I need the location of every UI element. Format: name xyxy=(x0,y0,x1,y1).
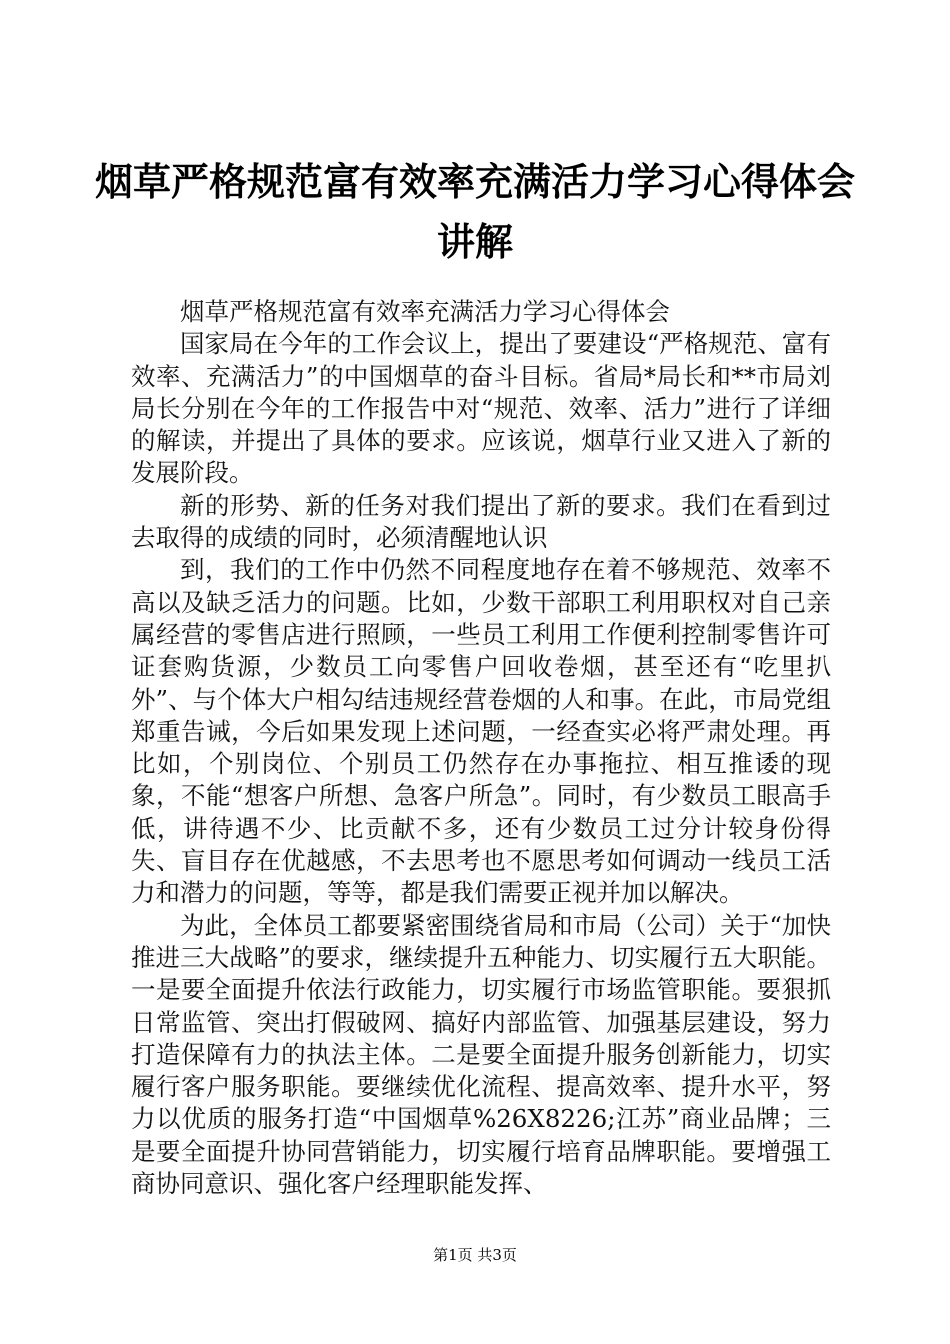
document-title-line-1: 烟草严格规范富有效率充满活力学习心得体会 xyxy=(94,159,855,204)
document-title-line-2: 讲解 xyxy=(436,219,513,264)
paragraph-subtitle: 烟草严格规范富有效率充满活力学习心得体会 xyxy=(180,297,670,326)
paragraph-new-situation: 新的形势、新的任务对我们提出了新的要求。我们在看到过去取得的成绩的同时，必须清醒地认识 xyxy=(131,490,831,553)
document-body xyxy=(131,296,831,1200)
paragraph-problems: 到，我们的工作中仍然不同程度地存在着不够规范、效率不高以及缺乏活力的问题。比如，少数干部职工利用职权对自己亲属经营的零售店进行照顾，一些员工利用工作便利控制零售许可证套购货源，少数员工向零售户回收卷烟，甚至还有“吃里扒外”、与个体大户相勾结违规经营卷烟的人和事。在此，市局党组郑重告诫，今后如果发现上述问题，一经查实必将严肃处理。再比如，个别岗位、个别员工仍然存在办事拖拉、相互推诿的现象，不能“想客户所想、急客户所急”。同时，有少数员工眼高手低，讲待遇不少、比贡献不多，还有少数员工过分计较身份得失、盲目存在优越感，不去思考也不愿思考如何调动一线员工活力和潜力的问题，等等，都是我们需要正视并加以解决。 xyxy=(131,555,831,908)
page-footer: 第1页 共3页 xyxy=(433,1246,517,1264)
paragraph-measures: 为此，全体员工都要紧密围绕省局和市局（公司）关于“加快推进三大战略”的要求，继续提升五种能力、切实履行五大职能。一是要全面提升依法行政能力，切实履行市场监管职能。要狠抓日常监管、突出打假破网、搞好内部监管、加强基层建设，努力打造保障有力的执法主体。二是要全面提升服务创新能力，切实履行客户服务职能。要继续优化流程、提高效率、提升水平，努力以优质的服务打造“中国烟草%26X8226;江苏”商业品牌；三是要全面提升协同营销能力，切实履行培育品牌职能。要增强工商协同意识、强化客户经理职能发挥、 xyxy=(131,910,831,1199)
paragraph-intro: 国家局在今年的工作会议上，提出了要建设“严格规范、富有效率、充满活力”的中国烟草的奋斗目标。省局*局长和**市局刘局长分别在今年的工作报告中对“规范、效率、活力”进行了详细的解读，并提出了具体的要求。应该说，烟草行业又进入了新的发展阶段。 xyxy=(131,329,831,488)
